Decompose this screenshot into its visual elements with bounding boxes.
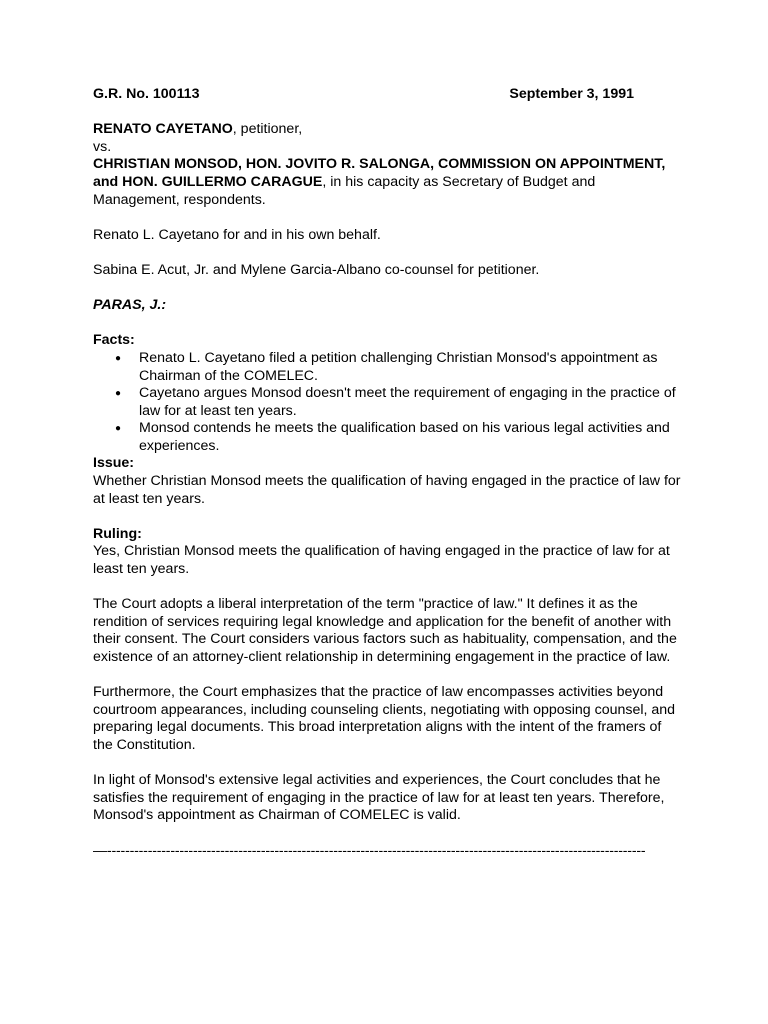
case-header — [93, 86, 683, 104]
case-number: G.R. No. 100113 — [93, 86, 200, 102]
facts-list — [93, 350, 683, 456]
petitioner-name: RENATO CAYETANO — [93, 121, 233, 138]
ruling-paragraph: Furthermore, the Court emphasizes that the practice of law encompasses activities beyond courtroom appearances, including counseling clients, negotiating with opposing counsel, and preparing legal documents. This broad interpretation aligns with the intent of the framers of the Constitution. — [93, 684, 676, 753]
versus-line: vs. — [93, 138, 112, 155]
separator-line: —----------------------------------------------------------------------------------------------------------------------- — [93, 842, 646, 859]
counsel-line-1: Renato L. Cayetano for and in his own behalf. — [93, 226, 381, 243]
ruling-paragraph: The Court adopts a liberal interpretation of the term "practice of law." It defines it as the rendition of services requiring legal knowledge and application for the benefit of another with their consent. The Court considers various factors such as habituality, compensation, and the existence of an attorney-client relationship in determining engagement in the practice of law. — [93, 596, 677, 665]
ruling-paragraph: In light of Monsod's extensive legal activities and experiences, the Court concludes that he satisfies the requirement of engaging in the practice of law for at least ten years. Therefore, Monsod's appointment as Chairman of COMELEC is valid. — [93, 772, 665, 824]
ruling-heading: Ruling: — [93, 525, 142, 542]
petitioner-role: , petitioner, — [232, 121, 303, 138]
ruling-paragraph: Yes, Christian Monsod meets the qualification of having engaged in the practice of law for at least ten years. — [93, 543, 670, 578]
ponente: PARAS, J.: — [93, 297, 167, 314]
respondents-description: , in his capacity as Secretary of Budget and Management, respondents. — [93, 173, 596, 208]
counsel-line-2: Sabina E. Acut, Jr. and Mylene Garcia-Albano co-counsel for petitioner. — [93, 261, 540, 278]
facts-item: ● Monsod contends he meets the qualification based on his various legal activities and experiences. — [139, 420, 683, 455]
document-body — [93, 86, 683, 860]
facts-item: ● Renato L. Cayetano filed a petition challenging Christian Monsod's appointment as Chairman of the COMELEC. — [139, 350, 683, 385]
issue-heading: Issue: — [93, 455, 135, 472]
issue-text: Whether Christian Monsod meets the qualification of having engaged in the practice of law for at least ten years. — [93, 473, 681, 507]
respondents-names: CHRISTIAN MONSOD, HON. JOVITO R. SALONGA, COMMISSION ON APPOINTMENT, and HON. GUILLERMO CARAGUE — [93, 156, 666, 190]
facts-item: ● Cayetano argues Monsod doesn't meet the requirement of engaging in the practice of law for at least ten years. — [139, 385, 683, 420]
facts-heading: Facts: — [93, 332, 135, 349]
respondents-block — [93, 156, 683, 209]
petitioner-line — [93, 121, 683, 139]
case-date: September 3, 1991 — [509, 86, 634, 102]
